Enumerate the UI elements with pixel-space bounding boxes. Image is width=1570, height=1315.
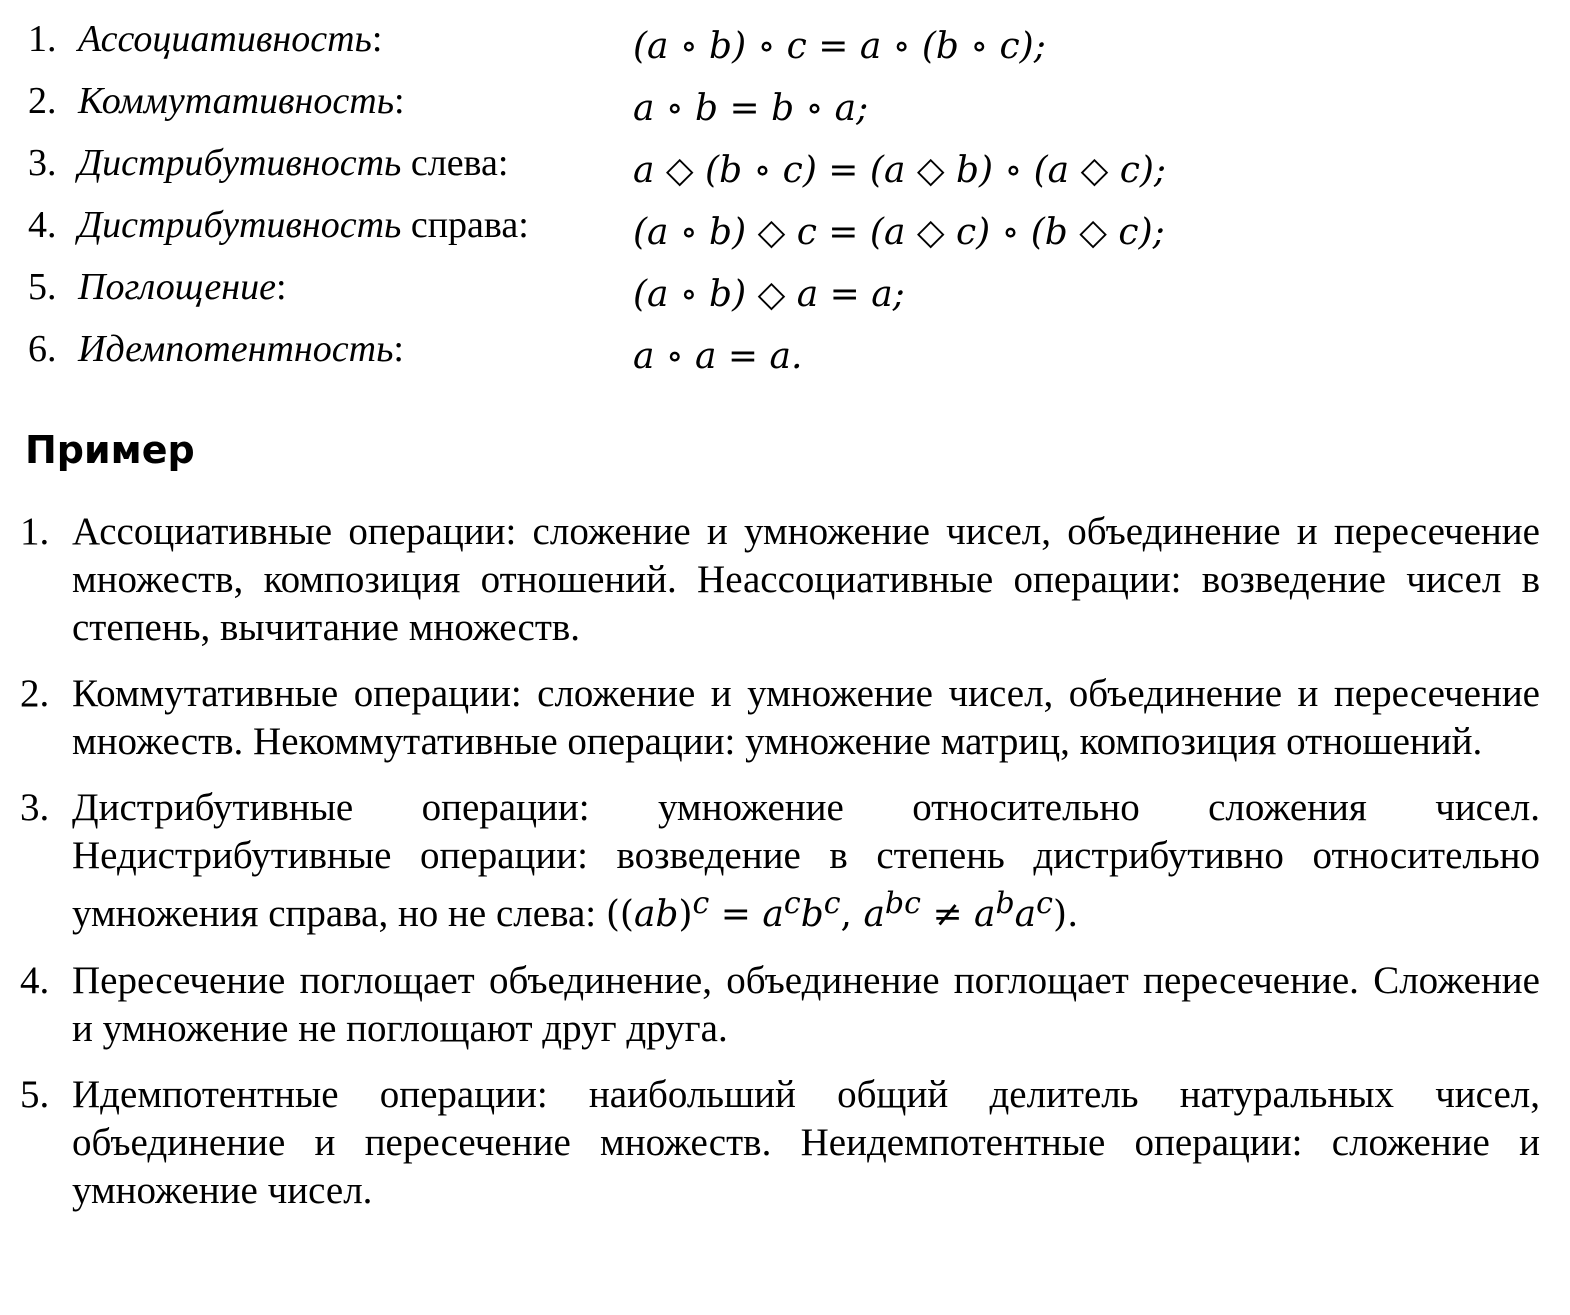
property-name-italic: Поглощение [78,266,277,308]
property-name-italic: Коммутативность [78,80,395,122]
formula-equals: = [709,894,763,935]
formula-comma: , [840,894,864,935]
property-row [28,70,1328,132]
property-formula: (a ∘ b) ◇ a = a; [633,274,905,315]
formula-b: b [800,894,824,935]
property-row [28,8,1328,70]
example-number: 1. [20,510,50,553]
property-colon: : [497,142,509,184]
power-formula [605,886,1079,935]
section-title: Пример [25,428,195,472]
example-item [20,1071,1540,1215]
formula-a: a [762,894,784,935]
property-colon: : [276,266,287,308]
property-number: 4. [28,204,57,246]
formula-exp-b: b [995,886,1015,921]
property-colon: : [371,18,383,60]
formula-exp-c: c [1036,886,1053,921]
property-number: 2. [28,80,57,122]
formula-open-paren: (( [605,894,634,935]
property-formula: (a ∘ b) ∘ c = a ∘ (b ∘ c); [633,26,1046,67]
property-colon: : [393,328,404,370]
property-name-italic: Ассоциативность [78,18,372,60]
property-formula: a ◇ (b ∘ c) = (a ◇ b) ∘ (a ◇ c); [633,150,1167,191]
property-name [78,8,382,70]
formula-close-paren: ) [678,894,693,935]
property-name [78,318,404,380]
formula-exp-bc: bc [884,886,921,921]
example-text: Идемпотентные операции: наибольший общий делитель натуральных чисел, объединение и пересечение множеств. Неидемпотентные операции: сложение и умножение чисел. [72,1073,1540,1212]
property-formula: (a ∘ b) ◇ c = (a ◇ c) ∘ (b ◇ c); [633,212,1165,253]
formula-exp-c: c [823,886,841,921]
property-row [28,132,1328,194]
property-formula: a ∘ b = b ∘ a; [633,88,869,129]
property-name-italic: Идемпотентность [78,328,394,370]
example-number: 3. [20,786,50,829]
property-number: 6. [28,328,57,370]
property-row [28,194,1328,256]
property-colon: : [518,204,529,246]
example-number: 4. [20,959,50,1002]
property-name-italic: Дистрибутивность [78,204,402,246]
property-name-regular: слева [401,142,498,184]
example-item [20,957,1540,1053]
formula-exp-c: c [783,886,801,921]
example-item [20,508,1540,652]
property-name [78,256,287,318]
property-name-regular: справа [401,204,519,246]
property-formula: a ∘ a = a. [633,336,803,377]
property-colon: : [394,80,405,122]
formula-a: a [1014,894,1037,935]
example-number: 2. [20,672,50,715]
example-text: Ассоциативные операции: сложение и умножение чисел, объединение и пересечение множеств, композиция отношений. Неассоциативные операции: возведение чисел в степень, вычитание множеств. [72,510,1540,649]
example-item [20,670,1540,766]
property-row [28,318,1328,380]
property-name [78,132,508,194]
property-name-italic: Дистрибутивность [78,142,402,184]
example-item [20,784,1540,939]
formula-ab: ab [633,894,679,935]
formula-a: a [863,894,885,935]
property-row [28,256,1328,318]
examples-list [20,508,1540,1233]
property-name [78,194,529,256]
property-name [78,70,405,132]
example-text: Дистрибутивные операции: умножение относительно сложения чисел. Недистрибутивные операции: возведение в степень дистрибутивно относительно умножения справа, но не слева: [72,786,1540,935]
properties-list [28,8,1328,380]
formula-exp-c: c [692,886,710,921]
property-number: 1. [28,18,57,60]
property-number: 3. [28,142,57,184]
formula-not-equal: ≠ [920,894,974,935]
formula-end: ). [1052,894,1079,935]
example-text: Коммутативные операции: сложение и умножение чисел, объединение и пересечение множеств. Некоммутативные операции: умножение матриц, композиция отношений. [72,672,1540,763]
example-text: Пересечение поглощает объединение, объединение поглощает пересечение. Сложение и умножение не поглощают друг друга. [72,959,1540,1050]
formula-a: a [973,894,996,935]
example-number: 5. [20,1073,50,1116]
property-number: 5. [28,266,57,308]
